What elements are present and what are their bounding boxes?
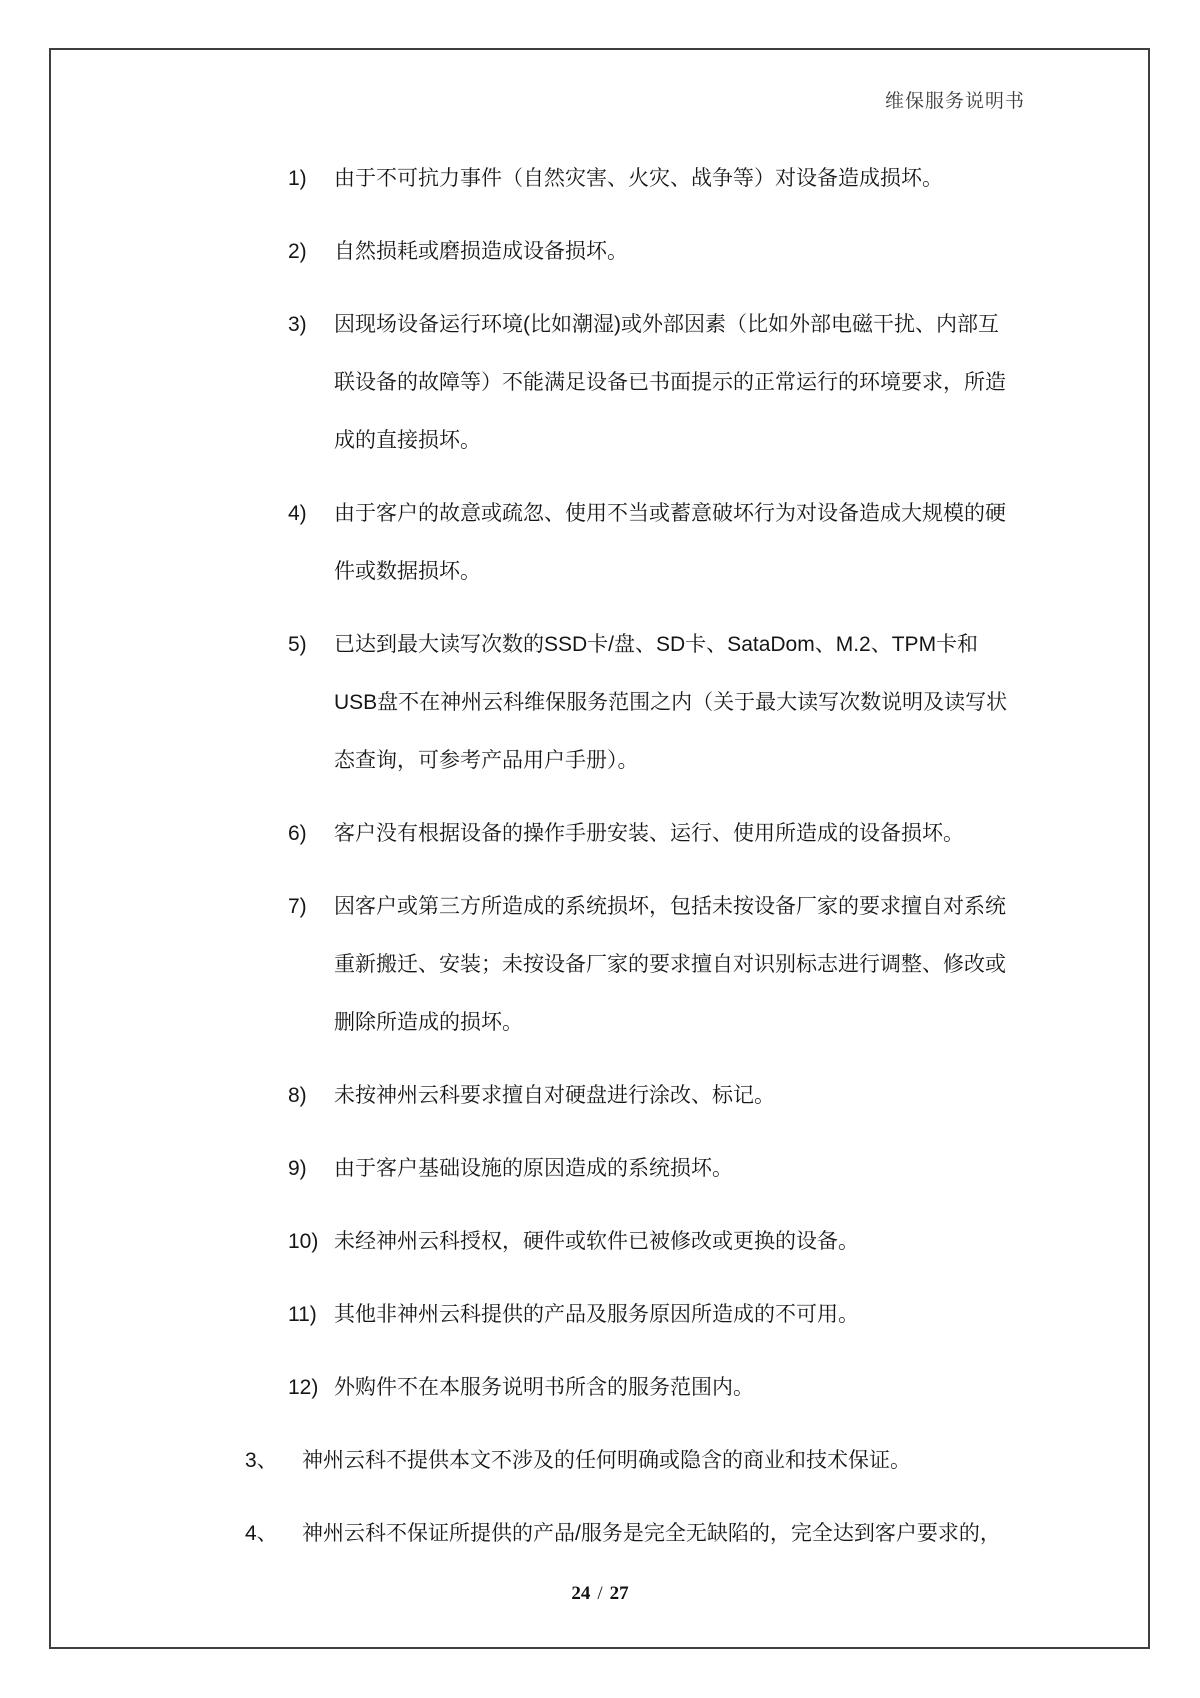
item-line: 已达到最大读写次数的SSD卡/盘、SD卡、SataDom、M.2、TPM卡和: [334, 633, 979, 656]
item-line: 因客户或第三方所造成的系统损坏，包括未按设备厂家的要求擅自对系统: [334, 895, 1006, 918]
list-item-9: [288, 1140, 1128, 1198]
list-item-7: [288, 878, 1128, 1052]
item-marker: 10): [288, 1230, 319, 1253]
list-item-2: [288, 223, 1128, 281]
item-line: 由于客户的故意或疏忽、使用不当或蓄意破坏行为对设备造成大规模的硬: [334, 502, 1006, 525]
item-marker: 3、: [245, 1449, 278, 1472]
header-title: 维保服务说明书: [884, 91, 1025, 112]
item-marker: 4): [288, 502, 307, 525]
list-item-8: [288, 1067, 1128, 1125]
list-item-3: [288, 296, 1128, 470]
list-item-12: [288, 1359, 1128, 1417]
item-marker: 9): [288, 1157, 307, 1180]
page-number: [0, 1583, 1200, 1605]
list-item-11: [288, 1286, 1128, 1344]
item-marker: 8): [288, 1084, 307, 1107]
list-item-5: [288, 616, 1128, 790]
item-line: 神州云科不提供本文不涉及的任何明确或隐含的商业和技术保证。: [302, 1449, 911, 1472]
item-line: 外购件不在本服务说明书所含的服务范围内。: [334, 1376, 754, 1399]
item-line: 态查询，可参考产品用户手册）。: [334, 749, 639, 772]
item-marker: 11): [288, 1303, 317, 1326]
list-item-4: [288, 485, 1128, 601]
item-line: 件或数据损坏。: [334, 560, 481, 583]
item-line: 其他非神州云科提供的产品及服务原因所造成的不可用。: [334, 1303, 859, 1326]
item-line: 客户没有根据设备的操作手册安装、运行、使用所造成的设备损坏。: [334, 822, 964, 845]
item-line: 删除所造成的损坏。: [334, 1011, 523, 1034]
current-page-number: 24: [571, 1583, 591, 1604]
item-line: 因现场设备运行环境(比如潮湿)或外部因素（比如外部电磁干扰、内部互: [334, 313, 999, 336]
item-line: 重新搬迁、安装；未按设备厂家的要求擅自对识别标志进行调整、修改或: [334, 953, 1006, 976]
page-number-separator: /: [597, 1583, 603, 1604]
item-marker: 4、: [245, 1522, 278, 1545]
list-item-1: [288, 150, 1128, 208]
item-line: 由于客户基础设施的原因造成的系统损坏。: [334, 1157, 733, 1180]
item-line: 成的直接损坏。: [334, 429, 481, 452]
item-marker: 6): [288, 822, 307, 845]
list-item-main-4: [245, 1505, 1128, 1563]
item-marker: 3): [288, 313, 307, 336]
item-marker: 1): [288, 167, 307, 190]
item-marker: 7): [288, 895, 307, 918]
list-item-main-3: [245, 1432, 1128, 1490]
list-item-6: [288, 805, 1128, 863]
item-line: 由于不可抗力事件（自然灾害、火灾、战争等）对设备造成损坏。: [334, 167, 943, 190]
item-line: USB盘不在神州云科维保服务范围之内（关于最大读写次数说明及读写状: [334, 691, 1008, 714]
list-item-10: [288, 1213, 1128, 1271]
item-line: 神州云科不保证所提供的产品/服务是完全无缺陷的，完全达到客户要求的，: [302, 1522, 1001, 1545]
total-page-number: 27: [609, 1583, 629, 1604]
item-marker: 2): [288, 240, 307, 263]
item-line: 未按神州云科要求擅自对硬盘进行涂改、标记。: [334, 1084, 775, 1107]
item-marker: 5): [288, 633, 307, 656]
item-line: 自然损耗或磨损造成设备损坏。: [334, 240, 628, 263]
document-body: [245, 150, 1128, 1578]
item-line: 未经神州云科授权，硬件或软件已被修改或更换的设备。: [334, 1230, 859, 1253]
item-marker: 12): [288, 1376, 319, 1399]
item-line: 联设备的故障等）不能满足设备已书面提示的正常运行的环境要求，所造: [334, 371, 1006, 394]
